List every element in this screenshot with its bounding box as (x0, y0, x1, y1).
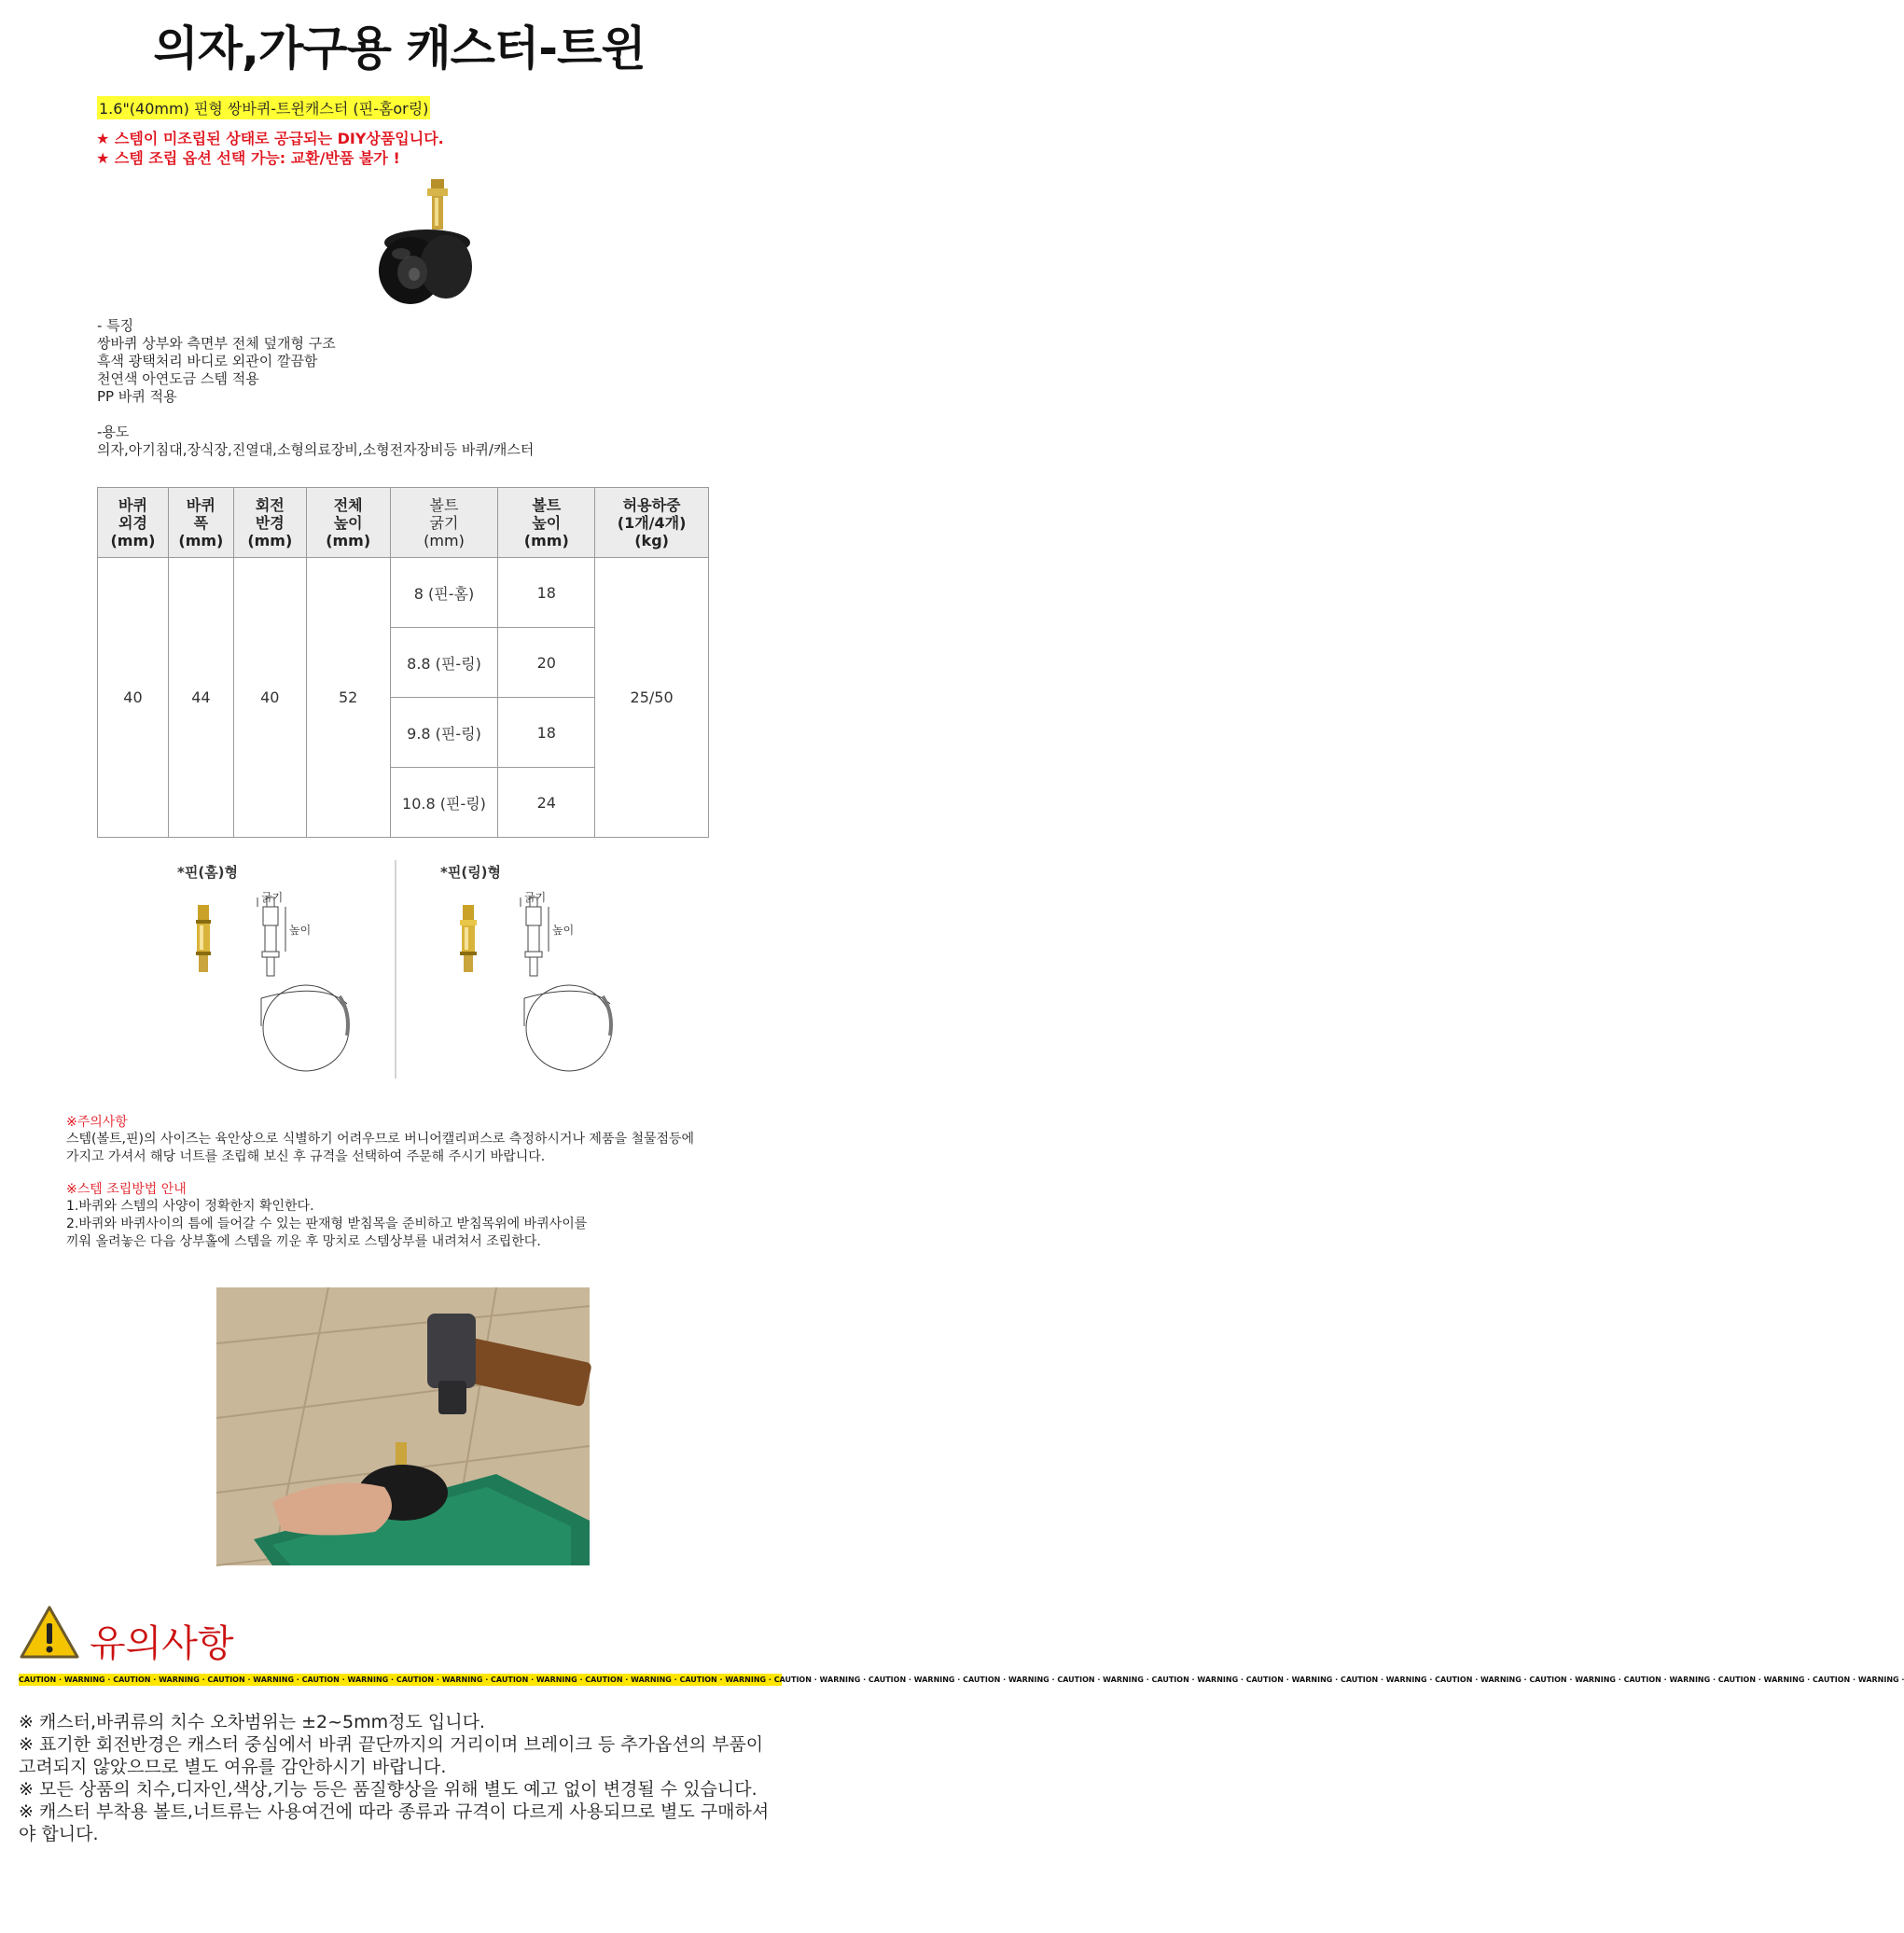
notice-item: ※ 모든 상품의 치수,디자인,색상,기능 등은 품질향상을 위해 별도 예고 없이 변경될 수 있습니다. (19, 1779, 757, 1800)
features-section (97, 317, 534, 459)
notice-item: ※ 표기한 회전반경은 캐스터 중심에서 바퀴 끝단까지의 거리이며 브레이크 등 추가옵션의 부품이 고려되지 않았으므로 별도 여유를 감안하시기 바랍니다. (19, 1734, 764, 1777)
header-load: 허용하중 (1개/4개) (kg) (595, 488, 709, 558)
header-swivel-radius: 회전 반경 (mm) (233, 488, 306, 558)
cell-load: 25/50 (595, 558, 709, 838)
cell-bolt-height: 20 (498, 628, 595, 698)
cell-bolt-thickness: 10.8 (핀-링) (390, 768, 498, 838)
header-bolt-height: 볼트 높이 (mm) (498, 488, 595, 558)
diy-notice: ★ 스템이 미조립된 상태로 공급되는 DIY상품입니다. (96, 130, 444, 147)
groove-thickness-label: 굵기 (261, 891, 284, 904)
header-bolt-thickness: 볼트 굵기 (mm) (390, 488, 498, 558)
assembly-photo (216, 1287, 590, 1565)
cell-swivel-radius: 40 (233, 558, 306, 838)
cell-total-height: 52 (306, 558, 390, 838)
product-subtitle: 1.6"(40mm) 핀형 쌍바퀴-트윈캐스터 (핀-홈or링) (97, 96, 430, 119)
assembly-option-notice: ★ 스템 조립 옵션 선택 가능: 교환/반품 불가 ! (96, 149, 400, 167)
caution-title: ※주의사항 (66, 1115, 128, 1130)
feature-item: PP 바퀴 적용 (97, 388, 177, 405)
pin-ring-label: *핀(링)형 (440, 864, 502, 881)
caution-section (66, 1112, 757, 1251)
page-title: 의자,가구용 캐스터-트윈 (153, 21, 646, 76)
caution-line: 스템(볼트,핀)의 사이즈는 육안상으로 식별하기 어려우므로 버니어캘리퍼스로 측정하시거나 제품을 철물점등에 (66, 1132, 695, 1147)
cell-wheel-width: 44 (168, 558, 233, 838)
assembly-line: 2.바퀴와 바퀴사이의 틈에 들어갈 수 있는 판재형 받침목을 준비하고 받침목위에 바퀴사이를 (66, 1217, 588, 1231)
pin-type-diagram (140, 858, 662, 1082)
features-heading: - 특징 (97, 317, 134, 334)
feature-item: 쌍바퀴 상부와 측면부 전체 덮개형 구조 (97, 335, 336, 352)
assembly-line: 1.바퀴와 스템의 사양이 정확한지 확인한다. (66, 1199, 314, 1214)
caution-line: 가지고 가셔서 해당 너트를 조립해 보신 후 규격을 선택하여 주문해 주시기 바랍니다. (66, 1149, 546, 1164)
usage-text: 의자,아기침대,장식장,진열대,소형의료장비,소형전자장비등 바퀴/캐스터 (97, 441, 535, 458)
cell-bolt-thickness: 9.8 (핀-링) (390, 698, 498, 768)
groove-height-label: 높이 (289, 924, 312, 937)
ring-thickness-label: 굵기 (524, 891, 547, 904)
assembly-line: 끼워 올려놓은 다음 상부홀에 스템을 끼운 후 망치로 스템상부를 내려쳐서 조립한다. (66, 1234, 541, 1249)
cell-bolt-height: 18 (498, 698, 595, 768)
pin-groove-label: *핀(홈)형 (177, 864, 239, 881)
warning-icon (19, 1605, 80, 1661)
notice-section (19, 1711, 780, 1845)
header-wheel-width: 바퀴 폭 (mm) (168, 488, 233, 558)
header-wheel-diameter: 바퀴 외경 (mm) (98, 488, 169, 558)
cell-wheel-diameter: 40 (98, 558, 169, 838)
notice-item: ※ 캐스터 부착용 볼트,너트류는 사용여건에 따라 종류과 규격이 다르게 사용되므로 별도 구매하셔야 합니다. (19, 1801, 770, 1844)
header-total-height: 전체 높이 (mm) (306, 488, 390, 558)
ring-height-label: 높이 (552, 924, 575, 937)
caster-product-image (373, 177, 485, 317)
feature-item: 천연색 아연도금 스템 적용 (97, 370, 259, 387)
feature-item: 흑색 광택처리 바디로 외관이 깔끔함 (97, 353, 318, 369)
cell-bolt-thickness: 8.8 (핀-링) (390, 628, 498, 698)
warning-title: 유의사항 (90, 1622, 234, 1665)
cell-bolt-thickness: 8 (핀-홈) (390, 558, 498, 628)
usage-heading: -용도 (97, 424, 130, 440)
notice-item: ※ 캐스터,바퀴류의 치수 오차범위는 ±2~5mm정도 입니다. (19, 1712, 485, 1732)
spec-table (97, 487, 709, 838)
assembly-title: ※스템 조립방법 안내 (66, 1182, 187, 1197)
cell-bolt-height: 24 (498, 768, 595, 838)
caution-warning-bar: CAUTION · WARNING · CAUTION · WARNING · CAUTION · WARNING · CAUTION · WARNING · CAUTION · WARNING · CAUTION · WARNING · CAUTION · WARNING · CAUTION · WARNING · CAUTION · WARNING · CAUTION · WARNING · CAUTION · WARNING · CAUTION · WARNING · CAUTION · WARNING · CAUTION · WARNING · CAUTION · WARNING · CAUTION · WARNING · CAUTION · WARNING · CAUTION · WARNING · CAUTION · WARNING · CAUTION · WARNING · (19, 1676, 1904, 1684)
cell-bolt-height: 18 (498, 558, 595, 628)
